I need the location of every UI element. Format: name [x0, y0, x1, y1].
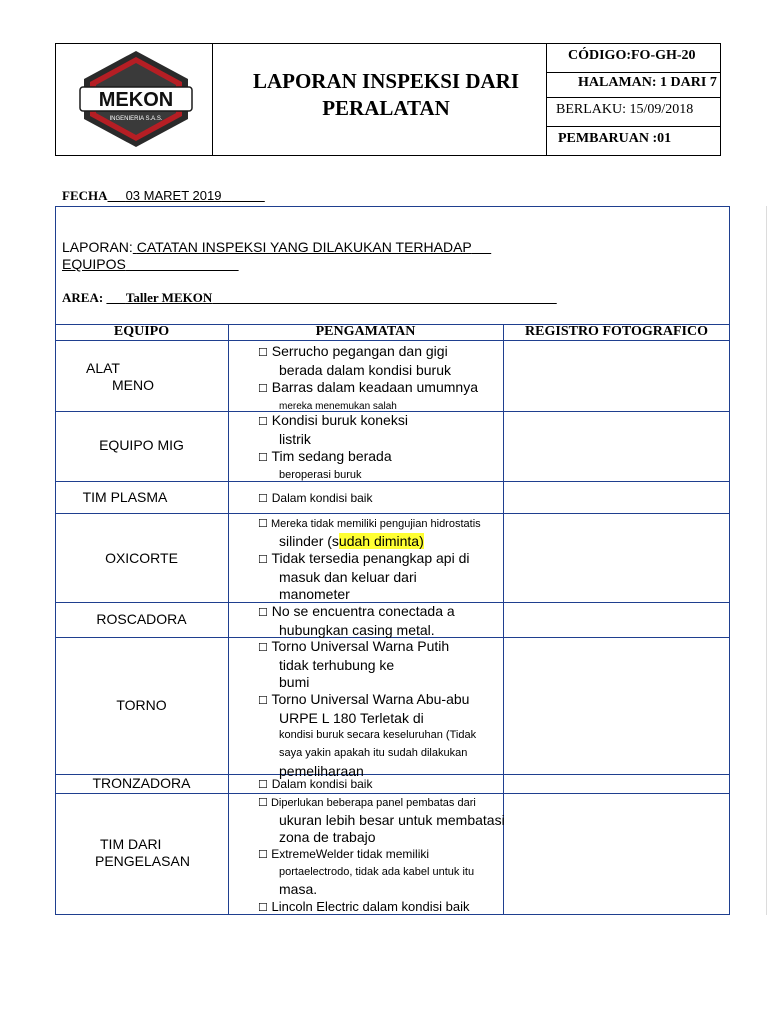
observations-mig: ☐ Kondisi buruk koneksi listrik ☐ Tim sedang berada beroperasi buruk	[258, 412, 408, 481]
document-header	[55, 43, 721, 156]
equipo-roscadora: ROSCADORA	[96, 611, 187, 627]
laporan-field: LAPORAN: CATATAN INSPEKSI YANG DILAKUKAN TERHADAP EQUIPOS	[62, 239, 472, 272]
table-rule	[55, 340, 730, 341]
table-rule	[55, 793, 730, 794]
observations-torno: ☐ Torno Universal Warna Putih tidak terhubung ke bumi ☐ Torno Universal Warna Abu-abu URPE L 180 Terletak di kondisi buruk secara keseluruhan (Tidak saya yakin apakah itu sudah dilakukan pemeliharaan	[258, 638, 477, 779]
halaman-cell: HALAMAN: 1 DARI 7	[578, 75, 717, 90]
observations-tim-plasma: ☐ Dalam kondisi baik	[258, 491, 373, 505]
header-divider	[546, 44, 547, 155]
codigo-cell: CÓDIGO:FO-GH-20	[568, 48, 696, 63]
area-field: AREA: Taller MEKON	[62, 290, 213, 305]
area-value: Taller MEKON	[125, 290, 213, 305]
col-header-registro: REGISTRO FOTOGRAFICO	[525, 324, 708, 339]
table-column-rule	[228, 324, 229, 914]
equipo-alat-meno: ALAT MENO	[86, 360, 154, 393]
observations-oxicorte: ☐ Mereka tidak memiliki pengujian hidrostatis silinder (sudah diminta) ☐ Tidak tersedia penangkap api di masuk dan keluar dari manometer	[258, 518, 481, 602]
logo-wordmark: MEKON	[98, 89, 174, 111]
observations-tronzadora: ☐ Dalam kondisi baik	[258, 777, 373, 791]
equipo-tim-pengelasan: TIM DARI PENGELASAN	[95, 836, 190, 869]
page-edge	[766, 206, 767, 915]
observations-pengelasan: ☐ Diperlukan beberapa panel pembatas dari ukuran lebih besar untuk membatasi zona de trabajo ☐ ExtremeWelder tidak memiliki portaelectrodo, tidak ada kabel untuk itu masa. ☐ Lincoln Electric dalam kondisi baik	[258, 797, 505, 914]
header-divider	[212, 44, 213, 155]
equipo-mig: EQUIPO MIG	[99, 437, 184, 453]
observations-roscadora: ☐ No se encuentra conectada a hubungkan casing metal.	[258, 603, 455, 638]
col-header-equipo: EQUIPO	[113, 324, 170, 339]
equipo-tronzadora: TRONZADORA	[92, 775, 191, 791]
header-divider	[546, 97, 720, 98]
fecha-value: 03 MARET 2019	[125, 188, 222, 203]
header-divider	[546, 126, 720, 127]
table-rule	[55, 513, 730, 514]
berlaku-cell: BERLAKU: 15/09/2018	[556, 102, 694, 117]
pembaruan-cell: PEMBARUAN :01	[558, 131, 672, 146]
equipo-tim-plasma: TIM PLASMA	[82, 489, 168, 505]
equipo-oxicorte: OXICORTE	[105, 550, 178, 566]
header-divider	[546, 72, 720, 73]
highlighted-note: udah diminta)	[338, 533, 424, 549]
logo-subtitle: INGENIERIA S.A.S.	[109, 116, 163, 122]
company-logo	[76, 49, 196, 149]
observations-alat-meno: ☐ Serrucho pegangan dan gigi berada dalam kondisi buruk ☐ Barras dalam keadaan umumnya mereka menemukan salah	[258, 343, 478, 412]
fecha-line: FECHA 03 MARET 2019	[62, 188, 222, 203]
equipo-torno: TORNO	[116, 697, 167, 713]
col-header-pengamatan: PENGAMATAN	[315, 324, 416, 339]
document-title: LAPORAN INSPEKSI DARI PERALATAN	[252, 69, 520, 120]
